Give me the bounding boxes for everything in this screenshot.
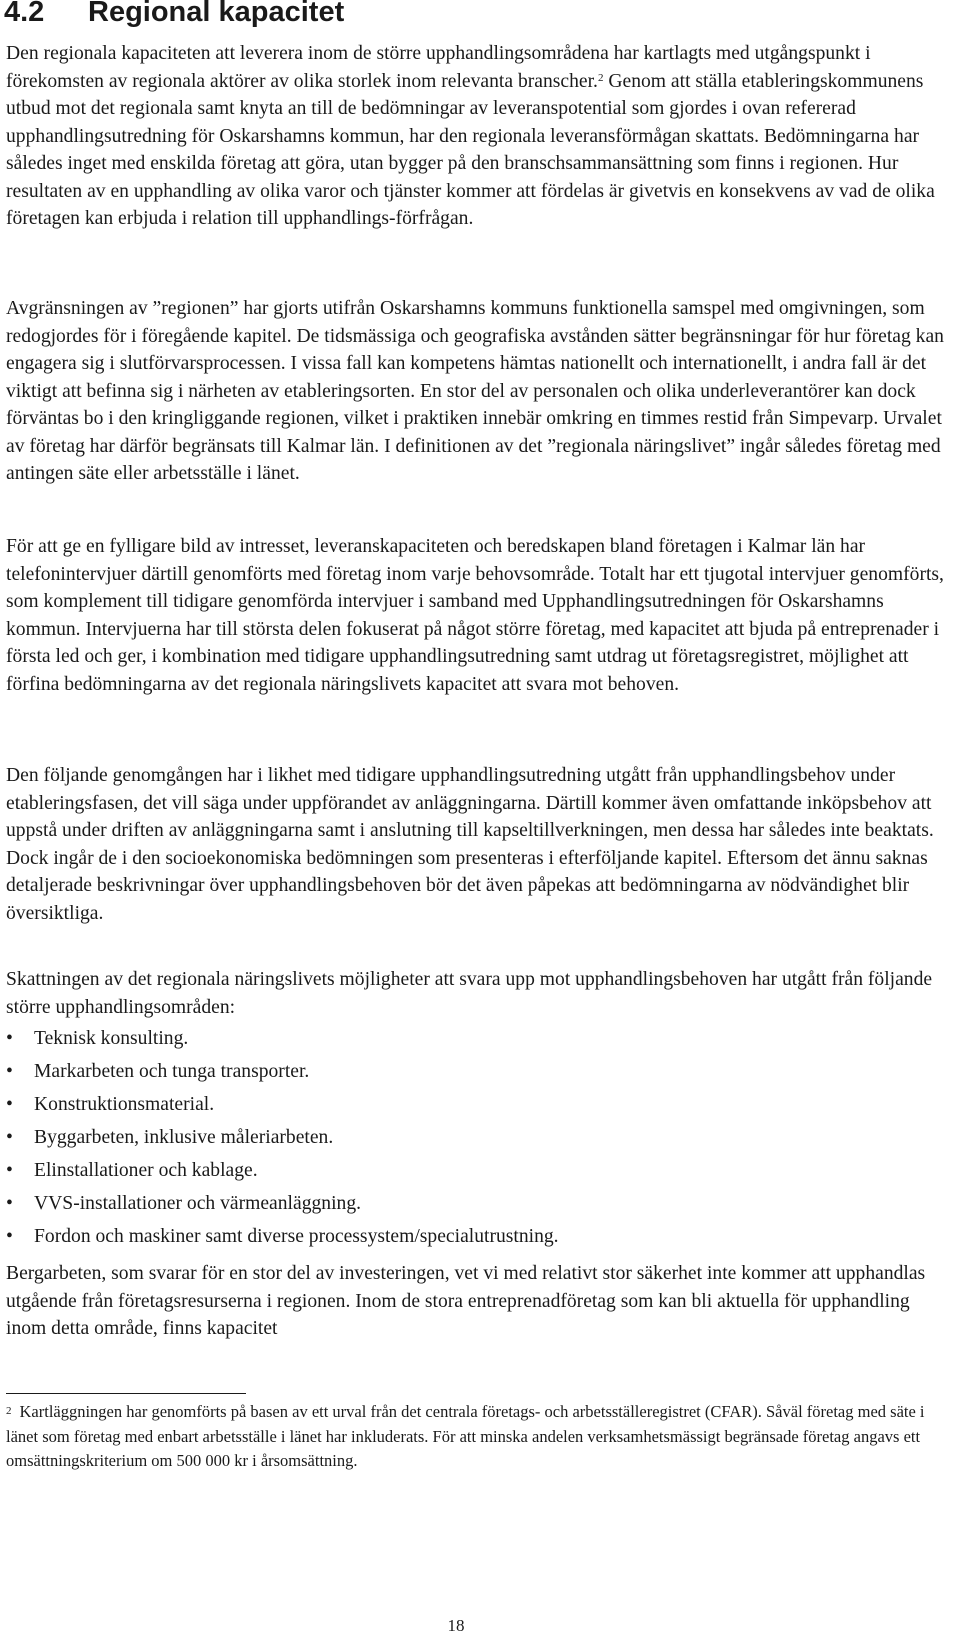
paragraph-rock-works bbox=[6, 1260, 952, 1343]
bullet-icon: • bbox=[6, 1028, 13, 1049]
bullet-icon: • bbox=[6, 1226, 13, 1247]
bullet-icon: • bbox=[6, 1127, 13, 1148]
paragraph-text: Genom att ställa etableringskommunens utbud mot det regionala samt knyta an till de bedömningar av leveranspotential som gjordes i ovan refererad upphandlingsutredning för Oskarshamns kommun, har den regionala leveransförmågan skattats. Bedömningarna har således inget med enskilda företag att göra, utan bygger på den branschsammansättning som finns i regionen. Hur resultaten av en upphandling av olika varor och tjänster kommer att fördelas är givetvis en konsekvens av vad de olika företagen kan erbjuda i relation till upphandlings-förfrågan. bbox=[6, 70, 935, 229]
footnote-number: 2 bbox=[6, 1405, 12, 1417]
list-item: • Byggarbeten, inklusive måleriarbeten. bbox=[6, 1124, 946, 1157]
paragraph-review bbox=[6, 762, 952, 927]
paragraph-text: Skattningen av det regionala näringslivets möjligheter att svara upp mot upphandlingsbehoven har utgått från följande större upphandlingsområden: bbox=[6, 969, 933, 1018]
page-number: 18 bbox=[447, 1616, 465, 1635]
paragraph-text: Avgränsningen av ”regionen” har gjorts utifrån Oskarshamns kommuns funktionella samspel med omgivningen, som redogjordes för i föregående kapitel. De tidsmässiga och geografiska avstånden sätter begränsningar för hur företag kan engagera sig i slutförvarsprocessen. I vissa fall kan kompetens hämtas nationellt och internationellt, i andra fall är det viktigt att befinna sig i närheten av etableringsorten. En stor del av personalen och olika underleverantörer kan dock förväntas bo i den kringliggande regionen, vilket i praktiken innebär omkring en timmes restid från Simpevarp. Urvalet av företag har därför begränsats till Kalmar län. I definitionen av det ”regionala näringslivet” ingår således företag med antingen säte eller arbetsställe i länet. bbox=[6, 298, 944, 484]
section-heading bbox=[4, 0, 344, 30]
paragraph-intro bbox=[6, 40, 952, 233]
list-item: • Elinstallationer och kablage. bbox=[6, 1157, 946, 1190]
list-item: • VVS-installationer och värmeanläggning. bbox=[6, 1190, 946, 1223]
paragraph-text: Den följande genomgången har i likhet med tidigare upphandlingsutredning utgått från upphandlingsbehov under etableringsfasen, det vill säga under uppförandet av anläggningarna. Därtill kommer även omfattande inköpsbehov att uppstå under driften av anläggningarna samt i anslutning till kapseltillverkningen, men dessa har således inte beaktats. Dock ingår de i den socioekonomiska bedömningen som presenteras i efterföljande kapitel. Eftersom det ännu saknas detaljerade beskrivningar över upphandlingsbehoven bör det även påpekas att bedömningarna av nödvändighet blir översiktliga. bbox=[6, 765, 934, 924]
footnote-reference[interactable]: 2 bbox=[597, 71, 604, 84]
paragraph-text: Bergarbeten, som svarar för en stor del av investeringen, vet vi med relativt stor säkerhet inte kommer att upphandlas utgående från företagsresurserna i regionen. Inom de stora entreprenadföretag som kan bli aktuella för upphandling inom detta område, finns kapacitet bbox=[6, 1263, 926, 1339]
section-title: Regional kapacitet bbox=[88, 0, 345, 28]
footnote-divider bbox=[6, 1393, 246, 1394]
list-item: • Markarbeten och tunga transporter. bbox=[6, 1058, 946, 1091]
list-item: • Fordon och maskiner samt diverse processystem/specialutrustning. bbox=[6, 1223, 946, 1256]
list-item: • Konstruktionsmaterial. bbox=[6, 1091, 946, 1124]
footnote-text: Kartläggningen har genomförts på basen av ett urval från det centrala företags- och arbetsställeregistret (CFAR). Såväl företag med säte i länet som företag med enbart arbetsställe i länet har inkluderats. För att minska andelen verksamhetsmässigt begränsade företag angavs ett omsättningskriterium om 500 000 kr i årsomsättning. bbox=[6, 1402, 925, 1470]
bullet-icon: • bbox=[6, 1193, 13, 1214]
bullet-icon: • bbox=[6, 1094, 13, 1115]
list-item: • Teknisk konsulting. bbox=[6, 1025, 946, 1058]
procurement-area-list bbox=[6, 1025, 946, 1256]
paragraph-text: Den regionala kapaciteten att leverera inom de större upphandlingsområdena har kartlagts med utgångspunkt i förekomsten av regionala aktörer av olika storlek inom relevanta branscher. bbox=[6, 43, 871, 92]
paragraph-region bbox=[6, 295, 952, 488]
paragraph-estimate bbox=[6, 966, 952, 1021]
paragraph-interviews bbox=[6, 533, 952, 698]
paragraph-text: För att ge en fylligare bild av intresset, leveranskapaciteten och beredskapen bland företagen i Kalmar län har telefonintervjuer därtill genomförts med företag inom varje behovsområde. Totalt har ett tjugotal intervjuer genomförts, som komplement till tidigare genomförda intervjuer i samband med Upphandlingsutredningen för Oskarshamns kommun. Intervjuerna har till största delen fokuserat på något större företag, med kapacitet att bjuda på entreprenader i första led och ger, i kombination med tidigare upphandlingsutredning samt utdrag ut företagsregistret, möjlighet att förfina bedömningarna av det regionala näringslivets kapacitet att svara mot behoven. bbox=[6, 536, 944, 695]
bullet-icon: • bbox=[6, 1061, 13, 1082]
footnote bbox=[6, 1400, 952, 1474]
section-number: 4.2 bbox=[4, 0, 45, 28]
bullet-icon: • bbox=[6, 1160, 13, 1181]
